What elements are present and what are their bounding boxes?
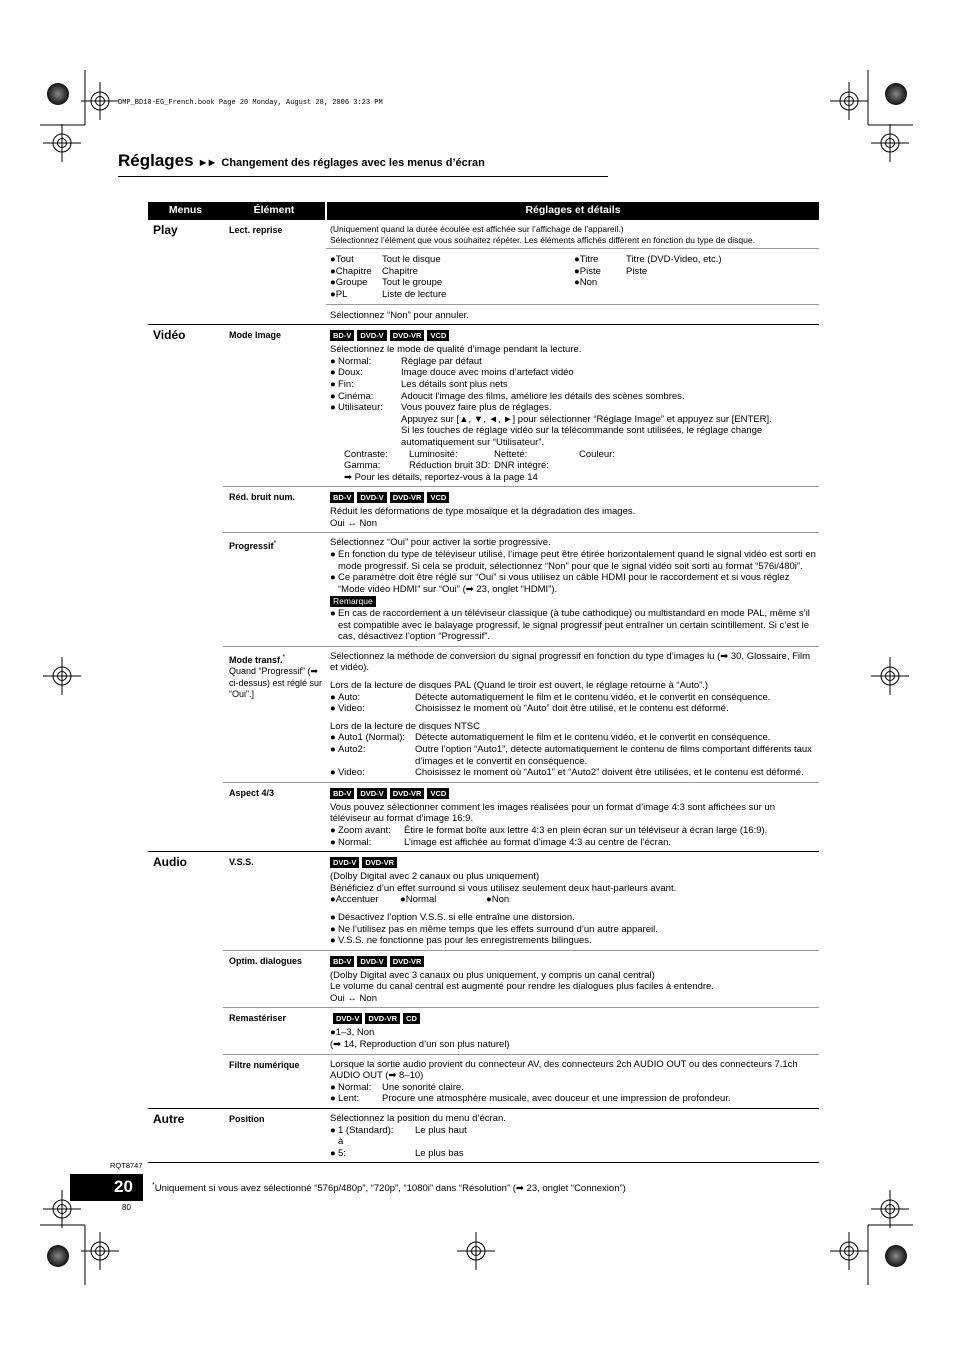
header-rule — [118, 176, 608, 177]
table-row — [148, 950, 819, 1008]
details-aspect: BD-V DVD-V DVD-VR VCD Vous pouvez sélectionner comment les images réalisées pour un format d’image 4:3 sont affichées sur un téléviseur au format d’image 16:9. ● Zoom avant: Étire le format boîte aux lettre 4:3 en plein écran sur un téléviseur à écran large (16:9). ● Normal: L’image est affichée au format d’image 4:3 au centre de l’écran. — [326, 782, 819, 851]
col-header-details: Réglages et détails — [326, 202, 819, 220]
details-red-bruit: BD-V DVD-V DVD-VR VCD Réduit les déformations de type mosaïque et la dégradation des images. Oui ↔ Non — [326, 487, 819, 533]
element-optim-dialogues: Optim. dialogues — [223, 950, 326, 1008]
menu-autre: Autre — [148, 1109, 223, 1163]
table-row — [148, 852, 819, 951]
picture-params: Contraste: Luminosité: Netteté: Couleur: Gamma: Réduction bruit 3D: DNR intégré: — [344, 448, 615, 472]
element-mode-transf: Mode transf.* Quand “Progressif” (➡ ci-dessus) est réglé sur “Oui”.] — [223, 646, 326, 782]
page-small-number: 80 — [122, 1203, 131, 1212]
col-header-menus: Menus — [148, 202, 223, 220]
element-progressif: Progressif* — [223, 533, 326, 646]
details-filtre-numerique: Lorsque la sortie audio provient du connecteur AV, des connecteurs 2ch AUDIO OUT ou des connecteurs 7.1ch AUDIO OUT (➡ 8–10) ● Normal: Une sonorité claire. ● Lent: Procure une atmosphère musicale, avec douceur et une impression de profondeur. — [326, 1054, 819, 1108]
element-lect-reprise: Lect. reprise — [229, 225, 283, 235]
document-code: RQT8747 — [110, 1161, 143, 1170]
page-header — [118, 151, 485, 171]
table-row — [148, 1054, 819, 1108]
remarque-badge: Remarque — [330, 596, 376, 607]
table-row — [148, 487, 819, 533]
page-subtitle: Changement des réglages avec les menus d’écran — [221, 157, 485, 169]
details-remasteriser: DVD-V DVD-VR CD ●1–3, Non (➡ 14, Reproduction d’un son plus naturel) — [326, 1008, 819, 1054]
table-row — [148, 1008, 819, 1054]
details-progressif: Sélectionnez “Oui” pour activer la sortie progressive. ● En fonction du type de téléviseur utilisé, l’image peut être étirée horizontalement quand le signal vidéo est sorti en mode progressif. Si cela se produit, sélectionnez “Non” pour que le signal vidéo soit sorti au format “576i/480i”. ● Ce paramètre doit être réglé sur “Oui” si vous utilisez un câble HDMI pour le raccordement et si vous réglez “Mode vidéo HDMI” sur “Oui” (➡ 23, onglet “HDMI”). Remarque ● En cas de raccordement à un téléviseur classique (à tube cathodique) ou multistandard en mode PAL, même s’il est compatible avec le balayage progressif, le signal progressif peut entraîner un certain scintillement. Si c’est le cas, désactivez l’option “Progressif”. — [326, 533, 819, 646]
footnote: *Uniquement si vous avez sélectionné “576p/480p”, “720p”, “1080i” dans “Résolution” (➡ 23, onglet “Connexion”) — [152, 1182, 626, 1195]
table-row — [148, 646, 819, 782]
element-aspect: Aspect 4/3 — [223, 782, 326, 851]
page-reference: ➡ Pour les détails, reportez-vous à la page 14 — [344, 471, 538, 483]
settings-table — [148, 202, 819, 1163]
table-header-row — [148, 202, 819, 220]
page-number: 20 — [114, 1177, 133, 1196]
element-filtre-numerique: Filtre numérique — [223, 1054, 326, 1108]
row-divider — [326, 248, 819, 249]
menu-video: Vidéo — [148, 325, 223, 852]
element-remasteriser: Remastériser — [223, 1008, 326, 1054]
element-vss: V.S.S. — [223, 852, 326, 951]
disc-tags: BD-V DVD-V DVD-VR VCD — [330, 330, 817, 342]
details-optim-dialogues: BD-V DVD-V DVD-VR (Dolby Digital avec 3 canaux ou plus uniquement, y compris un canal central) Le volume du canal central est augmenté pour rendre les dialogues plus faciles à entendre. Oui ↔ Non — [326, 950, 819, 1008]
table-row — [148, 325, 819, 487]
table-row — [148, 1109, 819, 1163]
file-info-line: DMP_BD10-EG_French.book Page 20 Monday, August 28, 2006 3:23 PM — [118, 99, 383, 107]
double-arrow-icon: ►► — [197, 157, 216, 169]
details-lect-reprise: (Uniquement quand la durée écoulée est affichée sur l’affichage de l’appareil.) Sélectionnez l’élément que vous souhaitez répéter. Les éléments affichés diffèrent en fonction du type de disque. ●Tout Tout le disque ●Titre Titre (DVD-Video, etc.) ●Chapitre Chapitre ●Piste Piste ●Groupe Tout le groupe ●Non ●PL Liste de lecture Sélectionnez “Non” pour annuler. — [326, 220, 819, 325]
page-number-box — [70, 1174, 143, 1201]
details-position: Sélectionnez la position du menu d’écran. ● 1 (Standard): Le plus haut à ● 5: Le plus bas — [326, 1109, 819, 1163]
col-header-element: Élément — [223, 202, 326, 220]
details-mode-transf: Sélectionnez la méthode de conversion du signal progressif en fonction du type d’images lu (➡ 30, Glossaire, Film et vidéo). Lors de la lecture de disques PAL (Quand le tiroir est ouvert, le réglage retourne à “Auto”.) ● Auto: Détecte automatiquement le film et le contenu vidéo, et le convertit en conséquence. ● Video: Choisissez le moment où “Auto” doit être utilisé, et le contenu est déformé. Lors de la lecture de disques NTSC ● Auto1 (Normal): Détecte automatiquement le film et le contenu vidéo, et le convertit en conséquence. ● Auto2: Outre l’option “Auto1”, détecte automatiquement le contenu de films comportant différents taux d’images et le convertit en conséquence. ● Video: Choisissez le moment où “Auto1” et “Auto2” doivent être utilisées, et le contenu est déformé. — [326, 646, 819, 782]
table-row — [148, 220, 819, 325]
menu-play: Play — [153, 223, 178, 237]
element-position: Position — [223, 1109, 326, 1163]
table-row — [148, 533, 819, 646]
page-title: Réglages — [118, 151, 194, 170]
element-red-bruit: Réd. bruit num. — [223, 487, 326, 533]
details-vss: DVD-V DVD-VR (Dolby Digital avec 2 canaux ou plus uniquement) Bénéficiez d’un effet surround si vous utilisez seulement deux haut-parleurs avant. ●Accentuer ●Normal ●Non ● Désactivez l’option V.S.S. si elle entraîne une distorsion. ● Ne l’utilisez pas en même temps que les effets surround d’un autre appareil. ● V.S.S. ne fonctionne pas pour les enregistrements bilingues. — [326, 852, 819, 951]
element-mode-image: Mode Image — [223, 325, 326, 487]
table-row — [148, 782, 819, 851]
repeat-options: ●Tout Tout le disque ●Titre Titre (DVD-Video, etc.) ●Chapitre Chapitre ●Piste Piste ●Groupe Tout le groupe ●Non ●PL Liste de lecture — [330, 254, 722, 300]
menu-audio: Audio — [148, 852, 223, 1109]
details-mode-image: BD-V DVD-V DVD-VR VCD Sélectionnez le mode de qualité d’image pendant la lecture. ● Normal: Réglage par défaut ● Doux: Image douce avec moins d’artefact vidéo ● Fin: Les détails sont plus nets ● Cinéma: Adoucit l’image des films, améliore les détails des scènes sombres. ● Utilisateur: Vous pouvez faire plus de réglages. Appuyez sur [▲, ▼, ◄, ►] pour sélectionner “Réglage Image” et appuyez sur [ENTER]. Si les touches de réglage vidéo sur la télécommande sont utilisées, le réglage change automatiquement sur “Utilisateur”. Contraste: Luminosité: Netteté: Couleur: Gamma: Réduction bruit 3D: DNR intégré: ➡ Pour les détails, reportez-vous à la page 14 — [326, 325, 819, 487]
